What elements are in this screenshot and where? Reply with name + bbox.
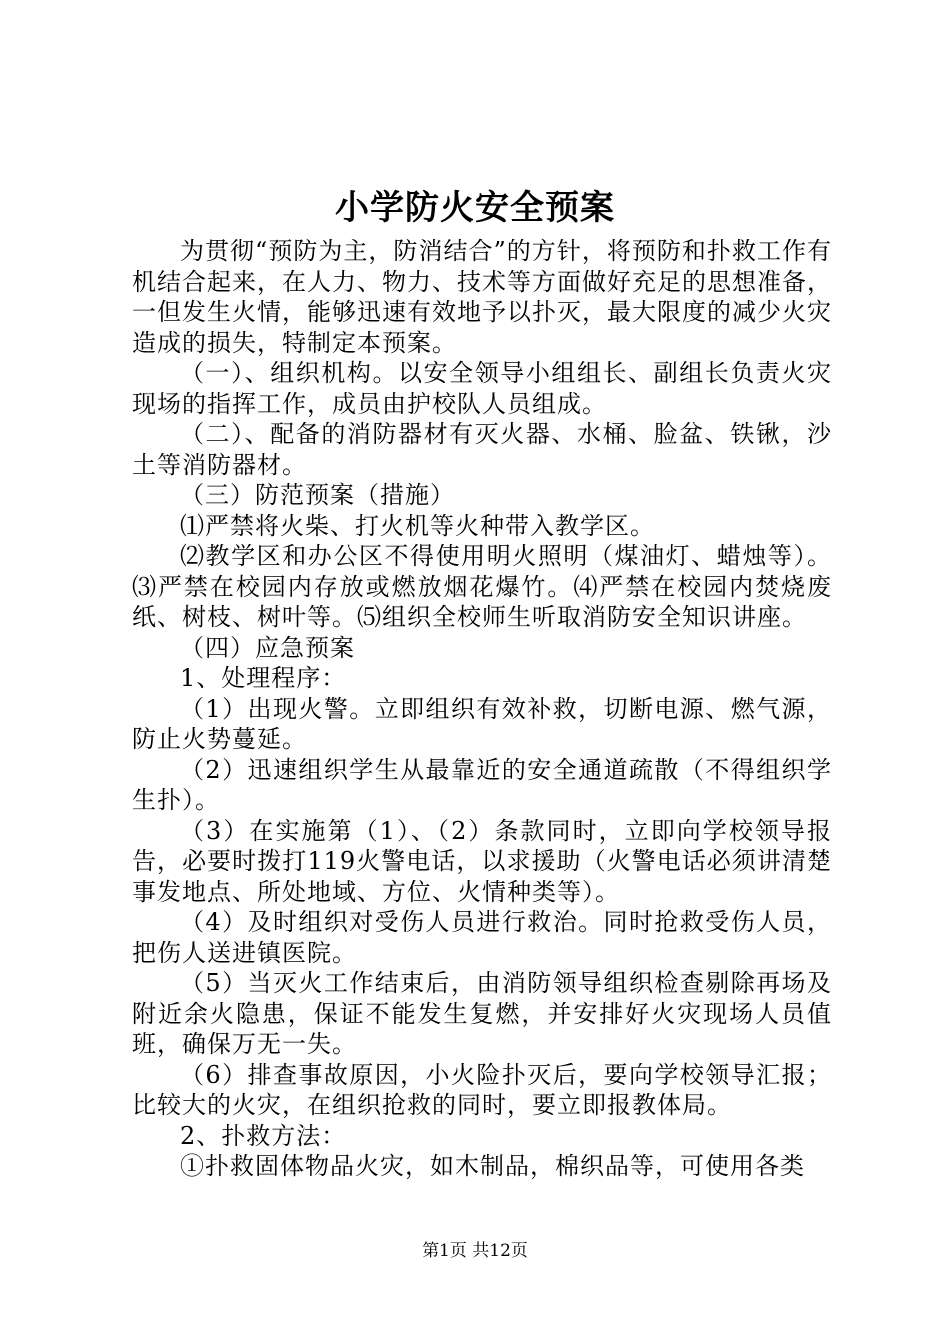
paragraph-methods-heading: 2、扑救方法：	[180, 1121, 347, 1150]
page-footer: 第1页 共12页	[422, 1241, 528, 1261]
paragraph-procedure-1: （1）出现火警。立即组织有效补救，切断电源、燃气源，防止火势蔓延。	[132, 694, 832, 753]
paragraph-organization: （一）、组织机构。以安全领导小组组长、副组长负责火灾现场的指挥工作，成员由护校队人员组成。	[132, 359, 832, 418]
paragraph-procedure-5: （5）当灭火工作结束后，由消防领导组织检查剔除再场及附近余火隐患，保证不能发生复燃，并安排好火灾现场人员值班，确保万无一失。	[132, 969, 832, 1058]
paragraph-intro: 为贯彻“预防为主，防消结合”的方针，将预防和扑救工作有机结合起来，在人力、物力、技术等方面做好充足的思想准备，一但发生火情，能够迅速有效地予以扑灭，最大限度的减少火灾造成的损失，特制定本预案。	[132, 237, 832, 357]
paragraph-prevention-items: ⑵教学区和办公区不得使用明火照明（煤油灯、蜡烛等）。⑶严禁在校园内存放或燃放烟花爆竹。⑷严禁在校园内焚烧废纸、树枝、树叶等。⑸组织全校师生听取消防安全知识讲座。	[132, 542, 832, 631]
paragraph-emergency-heading: （四）应急预案	[180, 633, 355, 662]
document-title: 小学防火安全预案	[335, 188, 615, 228]
paragraph-prevention-heading: （三）防范预案（措施）	[180, 481, 455, 509]
paragraph-procedure-2: （2）迅速组织学生从最靠近的安全通道疏散（不得组织学生扑）。	[132, 755, 832, 814]
paragraph-prevention-item-1: ⑴严禁将火柴、打火机等火种带入教学区。	[180, 511, 655, 540]
document-body	[132, 236, 832, 1182]
paragraph-method-1: ①扑救固体物品火灾，如木制品，棉织品等，可使用各类	[180, 1152, 805, 1180]
paragraph-procedure-4: （4）及时组织对受伤人员进行救治。同时抢救受伤人员，把伤人送进镇医院。	[132, 908, 832, 967]
paragraph-procedure-6: （6）排查事故原因，小火险扑灭后，要向学校领导汇报；比较大的火灾，在组织抢救的同时，要立即报教体局。	[132, 1060, 832, 1119]
paragraph-procedure-heading: 1、处理程序：	[180, 664, 347, 692]
paragraph-equipment: （二）、配备的消防器材有灭火器、水桶、脸盆、铁锹，沙土等消防器材。	[132, 420, 832, 479]
paragraph-procedure-3: （3）在实施第（1）、（2）条款同时，立即向学校领导报告，必要时拨打119火警电话，以求援助（火警电话必须讲清楚事发地点、所处地域、方位、火情种类等）。	[132, 816, 832, 906]
